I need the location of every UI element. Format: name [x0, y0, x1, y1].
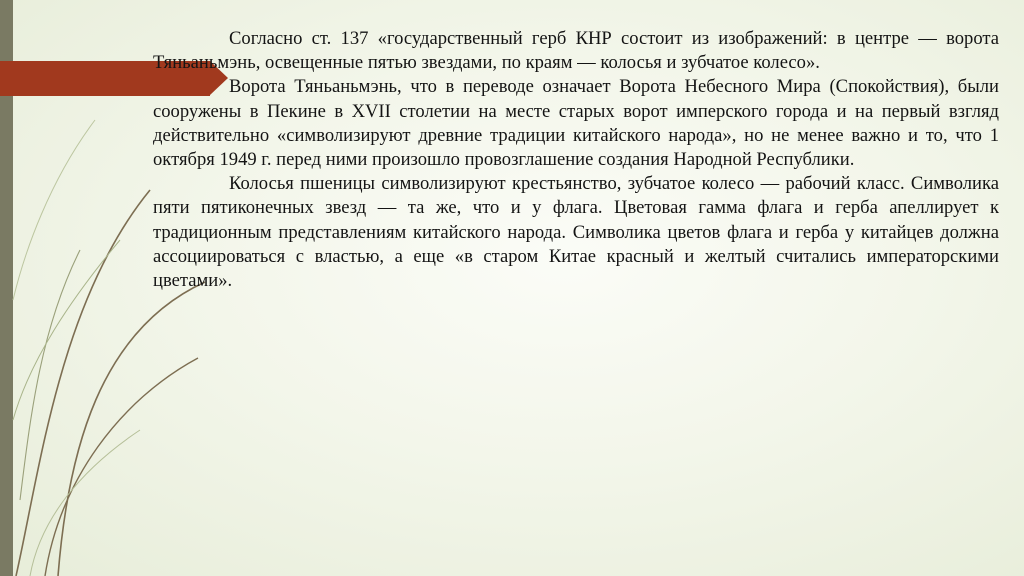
paragraph-2: Ворота Тяньаньмэнь, что в переводе означает Ворота Небесного Мира (Спокойствия), были сооружены в Пекине в XVII столетии на месте старых ворот имперского города и на первый взгляд действительно «символизируют древние традиции китайского народа», но не менее важно и то, что 1 октября 1949 г. перед ними произошло провозглашение создания Народной Республики.	[153, 76, 999, 171]
curve-line-2	[58, 282, 205, 576]
body-text	[153, 27, 999, 293]
curve-line-7	[13, 120, 95, 300]
curve-line-3	[45, 358, 198, 576]
curve-line-4	[20, 250, 80, 500]
curve-line-5	[13, 240, 120, 420]
curve-line-1	[16, 190, 150, 576]
paragraph-3: Колосья пшеницы символизируют крестьянство, зубчатое колесо — рабочий класс. Символика пяти пятиконечных звезд — та же, что и у флага. Цветовая гамма флага и герба апеллирует к традиционным представлениям китайского народа. Символика цветов флага и герба у китайцев должна ассоциироваться с властью, а еще «в старом Китае красный и желтый считались императорскими цветами».	[153, 173, 999, 292]
paragraph-1: Согласно ст. 137 «государственный герб КНР состоит из изображений: в центре — ворота Тяньаньмэнь, освещенные пятью звездами, по краям — колосья и зубчатое колесо».	[153, 28, 999, 74]
curve-line-6	[30, 430, 140, 576]
